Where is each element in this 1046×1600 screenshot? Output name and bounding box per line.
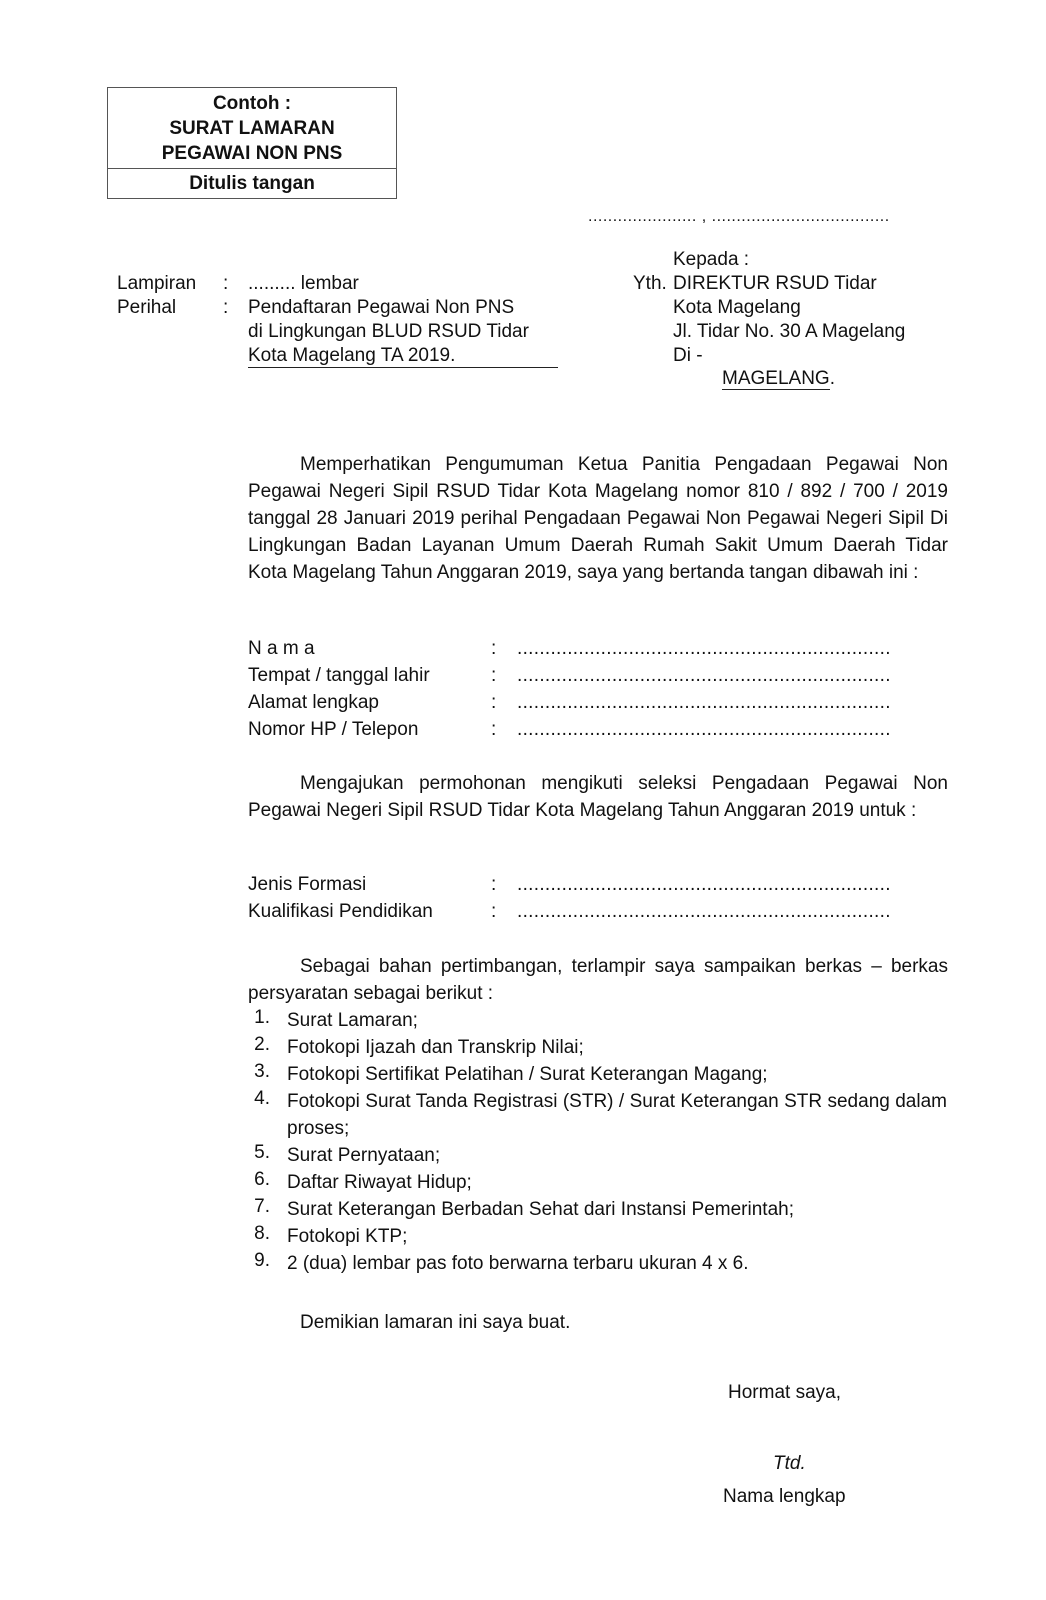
attachment-num: 7. <box>254 1196 270 1217</box>
lampiran-value: ......... lembar <box>248 273 359 294</box>
recipient-city: MAGELANG <box>722 368 830 389</box>
field-nama-colon: : <box>491 638 497 659</box>
field-formasi-label: Jenis Formasi <box>248 874 367 895</box>
date-line: ...................... , .................................... <box>588 208 890 225</box>
header-title-block <box>108 88 396 169</box>
perihal-colon: : <box>223 297 229 318</box>
example-header-box <box>107 87 397 199</box>
recipient-line4: Di - <box>673 345 703 366</box>
attachment-item: Daftar Riwayat Hidup; <box>287 1172 472 1193</box>
recipient-kepada: Kepada : <box>673 249 750 270</box>
attachment-num: 2. <box>254 1034 270 1055</box>
attachments-intro <box>248 953 948 1007</box>
field-pendidikan-colon: : <box>491 901 497 922</box>
attachment-num: 4. <box>254 1088 270 1109</box>
attachment-num: 6. <box>254 1169 270 1190</box>
recipient-city-suffix: . <box>829 368 835 389</box>
lampiran-colon: : <box>223 273 229 294</box>
attachment-num: 1. <box>254 1007 270 1028</box>
closing-sentence: Demikian lamaran ini saya buat. <box>300 1312 571 1333</box>
header-note: Ditulis tangan <box>189 173 315 194</box>
field-pendidikan-label: Kualifikasi Pendidikan <box>248 901 433 922</box>
field-pendidikan-value: ................................................................... <box>517 901 891 922</box>
perihal-line3: Kota Magelang TA 2019. <box>248 345 558 368</box>
lampiran-label: Lampiran <box>117 273 197 294</box>
attachment-num: 5. <box>254 1142 270 1163</box>
request-paragraph <box>248 770 948 824</box>
attachment-item: 2 (dua) lembar pas foto berwarna terbaru ukuran 4 x 6. <box>287 1253 749 1274</box>
attachment-item: Fotokopi KTP; <box>287 1226 408 1247</box>
recipient-yth: Yth. <box>633 273 667 294</box>
attachments-intro-text: Sebagai bahan pertimbangan, terlampir saya sampaikan berkas – berkas persyaratan sebagai berikut : <box>248 956 948 1004</box>
intro-paragraph-text: Memperhatikan Pengumuman Ketua Panitia Pengadaan Pegawai Non Pegawai Negeri Sipil RSUD Tidar Kota Magelang nomor 810 / 892 / 700 / 2019 tanggal 28 Januari 2019 perihal Pengadaan Pegawai Non Pegawai Negeri Sipil Di Lingkungan Badan Layanan Umum Daerah Rumah Sakit Umum Daerah Tidar Kota Magelang Tahun Anggaran 2019, saya yang bertanda tangan dibawah ini : <box>248 454 948 583</box>
field-ttl-label: Tempat / tanggal lahir <box>248 665 430 686</box>
field-telepon-label: Nomor HP / Telepon <box>248 719 419 740</box>
attachment-num: 8. <box>254 1223 270 1244</box>
attachment-item: Fotokopi Ijazah dan Transkrip Nilai; <box>287 1037 584 1058</box>
recipient-line1: DIREKTUR RSUD Tidar <box>673 273 877 294</box>
perihal-line1: Pendaftaran Pegawai Non PNS <box>248 297 515 318</box>
field-telepon-colon: : <box>491 719 497 740</box>
field-nama-value: ................................................................... <box>517 638 891 659</box>
attachment-item: Fotokopi Sertifikat Pelatihan / Surat Keterangan Magang; <box>287 1064 768 1085</box>
attachment-num: 3. <box>254 1061 270 1082</box>
recipient-line3: Jl. Tidar No. 30 A Magelang <box>673 321 906 342</box>
field-formasi-value: ................................................................... <box>517 874 891 895</box>
perihal-line2: di Lingkungan BLUD RSUD Tidar <box>248 321 529 342</box>
signature-greeting: Hormat saya, <box>728 1382 841 1403</box>
attachment-item: Surat Keterangan Berbadan Sehat dari Instansi Pemerintah; <box>287 1199 794 1220</box>
recipient-line2: Kota Magelang <box>673 297 801 318</box>
header-line-surat-lamaran: SURAT LAMARAN <box>169 118 335 139</box>
signature-name: Nama lengkap <box>723 1486 846 1507</box>
attachment-num: 9. <box>254 1250 270 1271</box>
field-nama-label: N a m a <box>248 638 315 659</box>
field-ttl-colon: : <box>491 665 497 686</box>
perihal-label: Perihal <box>117 297 177 318</box>
signature-ttd: Ttd. <box>773 1453 806 1474</box>
field-alamat-label: Alamat lengkap <box>248 692 379 713</box>
attachment-item: Surat Lamaran; <box>287 1010 418 1031</box>
field-ttl-value: ................................................................... <box>517 665 891 686</box>
attachment-item: Surat Pernyataan; <box>287 1145 441 1166</box>
field-alamat-colon: : <box>491 692 497 713</box>
recipient-city-wrap <box>722 368 835 390</box>
header-line-contoh: Contoh : <box>212 93 292 114</box>
attachment-item: Fotokopi Surat Tanda Registrasi (STR) / Surat Keterangan STR sedang dalam proses; <box>287 1091 947 1139</box>
header-line-pegawai: PEGAWAI NON PNS <box>161 143 343 164</box>
field-formasi-colon: : <box>491 874 497 895</box>
request-paragraph-text: Mengajukan permohonan mengikuti seleksi Pengadaan Pegawai Non Pegawai Negeri Sipil RSUD Tidar Kota Magelang Tahun Anggaran 2019 untuk : <box>248 773 948 821</box>
field-alamat-value: ................................................................... <box>517 692 891 713</box>
field-telepon-value: ................................................................... <box>517 719 891 740</box>
intro-paragraph <box>248 451 948 586</box>
